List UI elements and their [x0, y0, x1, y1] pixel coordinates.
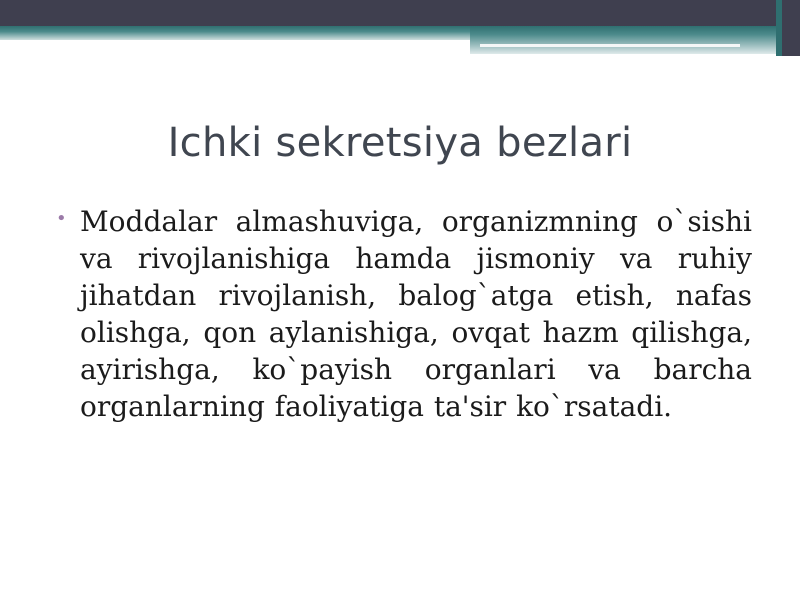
- slide-header-teal-edge: [776, 0, 782, 56]
- slide-header-teal-left: [0, 26, 470, 40]
- slide-header-teal-right: [470, 26, 776, 54]
- bullet-text: Moddalar almashuviga, organizmning o`sishi va rivojlanishiga hamda jismoniy va ruhiy jihatdan rivojlanish, balog`atga etish, nafas olishga, qon aylanishiga, ovqat hazm qilishga, ayirishga, ko`payish organlari va barcha organlarning faoliyatiga ta'sir ko`rsatadi.: [80, 205, 752, 423]
- slide-title: Ichki sekretsiya bezlari: [167, 120, 633, 166]
- bullet-marker: •: [56, 208, 67, 229]
- slide-header-highlight-line: [480, 44, 740, 47]
- slide-header-band: [0, 0, 800, 26]
